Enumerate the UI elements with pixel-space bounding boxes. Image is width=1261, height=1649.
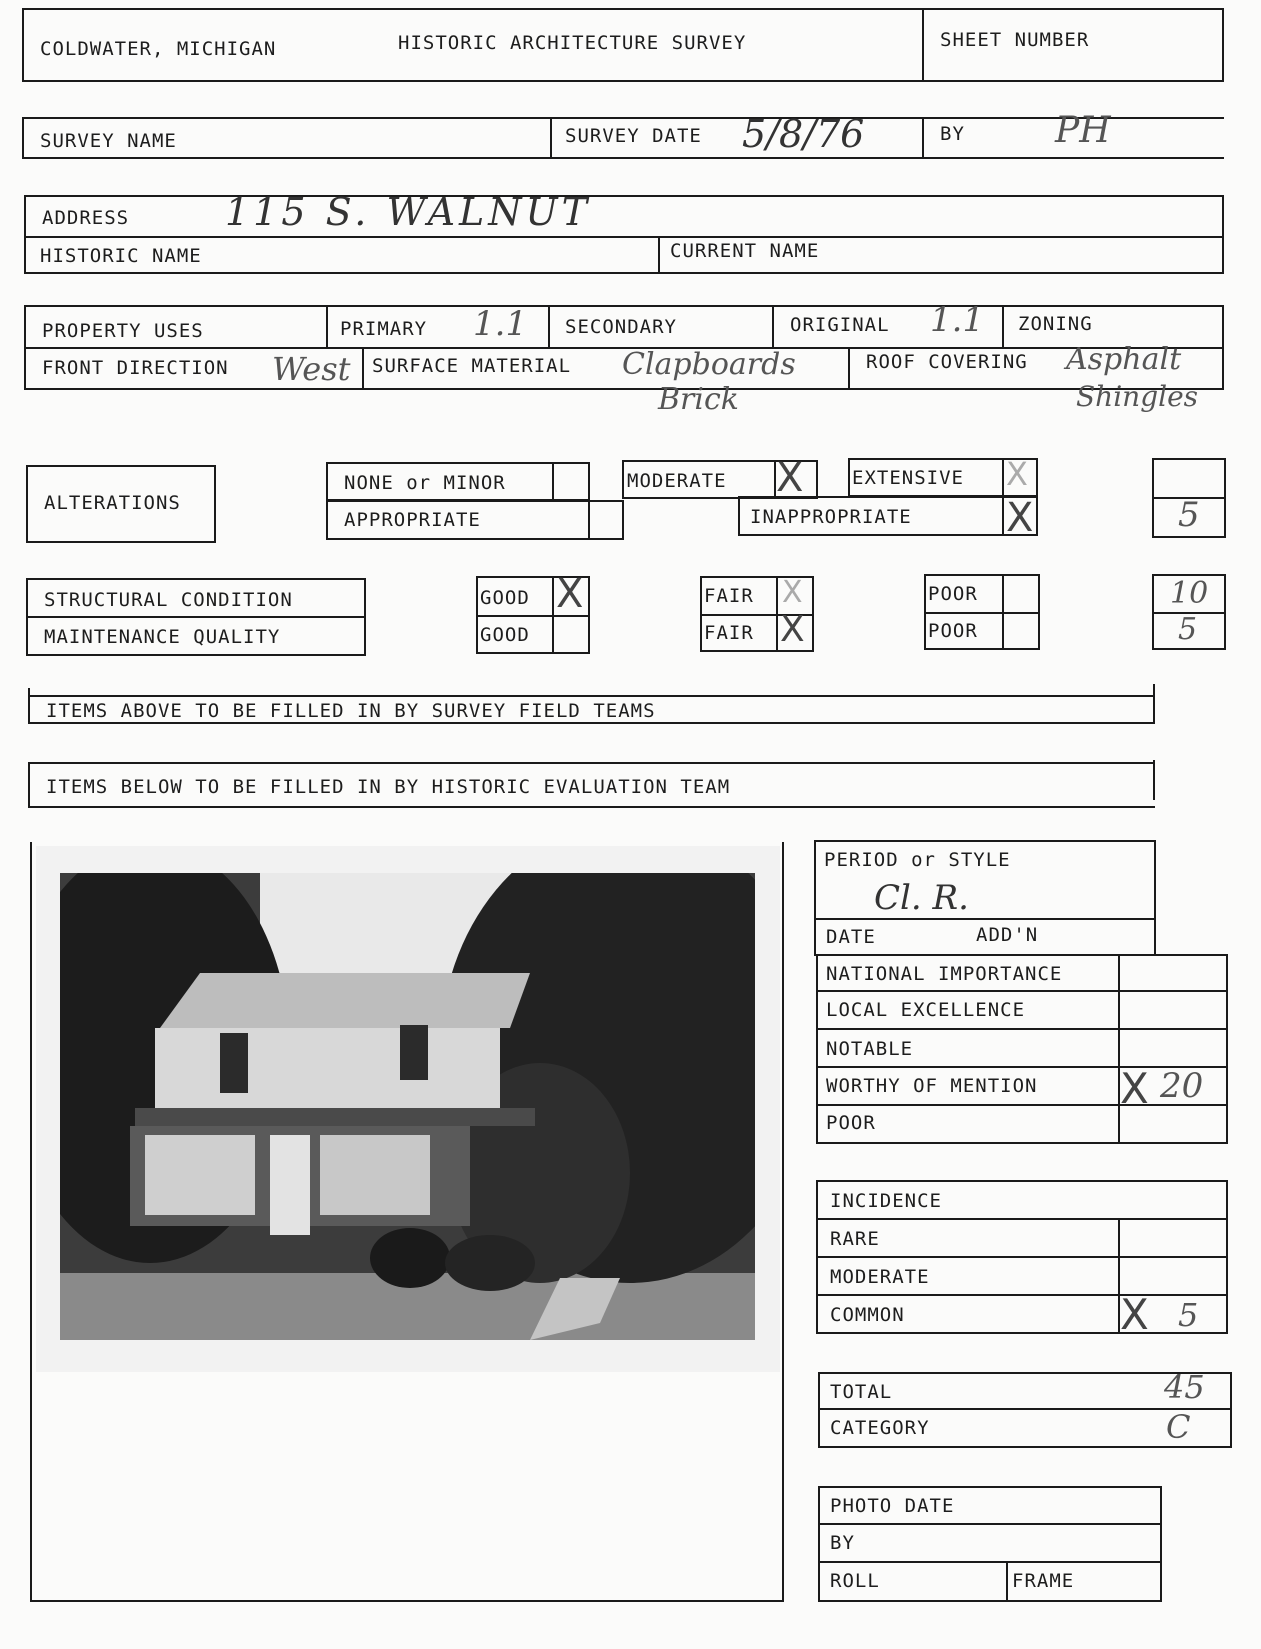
house-photo-graphic [60, 873, 755, 1340]
poor-maintenance-label: POOR [928, 620, 978, 642]
moderate-incidence-label: MODERATE [830, 1266, 930, 1288]
moderate-alt-mark[interactable]: X [776, 455, 804, 501]
importance-row-1 [816, 990, 1228, 992]
roof-covering-label: ROOF COVERING [866, 351, 1028, 373]
roll-label: ROLL [830, 1570, 880, 1592]
primary-value[interactable]: 1.1 [473, 304, 528, 344]
survey-title: HISTORIC ARCHITECTURE SURVEY [398, 32, 747, 54]
total-label: TOTAL [830, 1381, 893, 1403]
prop-div-2 [548, 305, 550, 347]
roof-covering-value-2[interactable]: Shingles [1076, 380, 1199, 413]
extensive-mark[interactable]: X [1006, 455, 1028, 493]
survey-divider-2 [922, 117, 924, 159]
house-photo [60, 873, 755, 1340]
fair-check-divider [776, 576, 778, 652]
inappropriate-divider [1002, 496, 1004, 536]
photo-info-row-1 [818, 1523, 1162, 1525]
national-importance-label: NATIONAL IMPORTANCE [826, 963, 1063, 985]
below-note-right [1153, 760, 1155, 800]
poor-divider [924, 612, 1040, 614]
by-label: BY [940, 123, 965, 145]
importance-row-2 [816, 1028, 1228, 1030]
structural-score[interactable]: 10 [1170, 576, 1209, 611]
addn-label: ADD'N [976, 924, 1039, 946]
common-mark[interactable]: X [1120, 1290, 1149, 1339]
incidence-label: INCIDENCE [830, 1190, 942, 1212]
category-value[interactable]: C [1166, 1408, 1191, 1446]
moderate-alt-label: MODERATE [627, 470, 727, 492]
photo-by-label: BY [830, 1532, 855, 1554]
photo-date-label: PHOTO DATE [830, 1495, 955, 1517]
inappropriate-mark[interactable]: X [1006, 495, 1034, 541]
fair-maintenance-label: FAIR [704, 622, 754, 644]
frame-label: FRAME [1012, 1570, 1075, 1592]
address-box [24, 195, 1224, 274]
incidence-row-2 [816, 1256, 1228, 1258]
local-excellence-label: LOCAL EXCELLENCE [826, 999, 1026, 1021]
fair-structural-mark[interactable]: X [782, 575, 803, 610]
maintenance-score[interactable]: 5 [1178, 612, 1198, 647]
historic-name-label: HISTORIC NAME [40, 245, 202, 267]
incidence-row-3 [816, 1294, 1228, 1296]
notable-label: NOTABLE [826, 1038, 914, 1060]
header-divider [922, 8, 924, 82]
front-direction-value[interactable]: West [272, 350, 351, 388]
below-note: ITEMS BELOW TO BE FILLED IN BY HISTORIC EVALUATION TEAM [46, 776, 731, 798]
current-name-divider [658, 236, 660, 274]
prop-div-3 [772, 305, 774, 347]
alterations-score[interactable]: 5 [1178, 495, 1200, 535]
address-divider [24, 236, 1224, 238]
structural-condition-label: STRUCTURAL CONDITION [44, 589, 293, 611]
incidence-row-1 [816, 1218, 1228, 1220]
importance-col-divider [1118, 954, 1120, 1144]
none-minor-label: NONE or MINOR [344, 472, 506, 494]
inappropriate-label: INAPPROPRIATE [750, 506, 912, 528]
secondary-label: SECONDARY [565, 316, 677, 338]
appropriate-label: APPROPRIATE [344, 509, 481, 531]
period-style-label: PERIOD or STYLE [824, 849, 1011, 871]
poor-check-divider [1002, 574, 1004, 650]
extensive-label: EXTENSIVE [852, 467, 964, 489]
original-label: ORIGINAL [790, 314, 890, 336]
prop-div-5 [362, 347, 364, 390]
above-note: ITEMS ABOVE TO BE FILLED IN BY SURVEY FIELD TEAMS [46, 700, 656, 722]
above-note-top [28, 695, 1155, 697]
rare-label: RARE [830, 1228, 880, 1250]
front-direction-label: FRONT DIRECTION [42, 357, 229, 379]
photo-area-right [782, 842, 784, 1602]
city-name: COLDWATER, MICHIGAN [40, 38, 277, 60]
worthy-score[interactable]: 20 [1160, 1066, 1204, 1106]
fair-maintenance-mark[interactable]: X [780, 609, 805, 650]
common-score[interactable]: 5 [1178, 1296, 1199, 1334]
above-note-right [1153, 684, 1155, 724]
total-value[interactable]: 45 [1164, 1368, 1205, 1406]
condition-label-divider [26, 616, 366, 618]
category-label: CATEGORY [830, 1417, 930, 1439]
property-uses-label: PROPERTY USES [42, 320, 204, 342]
address-label: ADDRESS [42, 207, 130, 229]
good-structural-label: GOOD [480, 587, 530, 609]
sheet-number-label: SHEET NUMBER [940, 29, 1090, 51]
poor-structural-label: POOR [928, 583, 978, 605]
good-check-divider [552, 576, 554, 654]
good-maintenance-label: GOOD [480, 624, 530, 646]
poor-eval-label: POOR [826, 1112, 876, 1134]
survey-date-value[interactable]: 5/8/76 [742, 112, 865, 156]
photo-info-row-2 [818, 1561, 1162, 1563]
alterations-label: ALTERATIONS [44, 492, 181, 514]
date-label: DATE [826, 926, 876, 948]
prop-div-1 [326, 305, 328, 347]
prop-div-4 [1002, 305, 1004, 347]
roll-frame-divider [1006, 1561, 1008, 1602]
surface-material-label: SURFACE MATERIAL [372, 355, 572, 377]
survey-divider-1 [550, 117, 552, 159]
fair-structural-label: FAIR [704, 585, 754, 607]
surface-material-value-1[interactable]: Clapboards [622, 347, 796, 382]
current-name-label: CURRENT NAME [670, 240, 820, 262]
extensive-divider [1002, 458, 1004, 497]
appropriate-check-divider [588, 500, 590, 540]
common-label: COMMON [830, 1304, 905, 1326]
by-value[interactable]: PH [1055, 110, 1111, 151]
maintenance-quality-label: MAINTENANCE QUALITY [44, 626, 281, 648]
period-style-value[interactable]: Cl. R. [874, 878, 969, 918]
surface-material-value-2[interactable]: Brick [658, 382, 739, 417]
roof-covering-value-1[interactable]: Asphalt [1066, 342, 1182, 377]
address-value[interactable]: 115 S. WALNUT [225, 190, 591, 234]
worthy-mark[interactable]: X [1120, 1064, 1149, 1113]
primary-label: PRIMARY [340, 318, 428, 340]
survey-date-label: SURVEY DATE [565, 125, 702, 147]
period-date-divider [814, 918, 1156, 920]
good-structural-mark[interactable]: X [556, 571, 584, 617]
original-value[interactable]: 1.1 [930, 300, 985, 340]
worthy-of-mention-label: WORTHY OF MENTION [826, 1075, 1038, 1097]
zoning-label: ZONING [1018, 313, 1093, 335]
survey-name-label: SURVEY NAME [40, 130, 177, 152]
none-minor-check-divider [552, 462, 554, 501]
prop-div-6 [848, 347, 850, 390]
